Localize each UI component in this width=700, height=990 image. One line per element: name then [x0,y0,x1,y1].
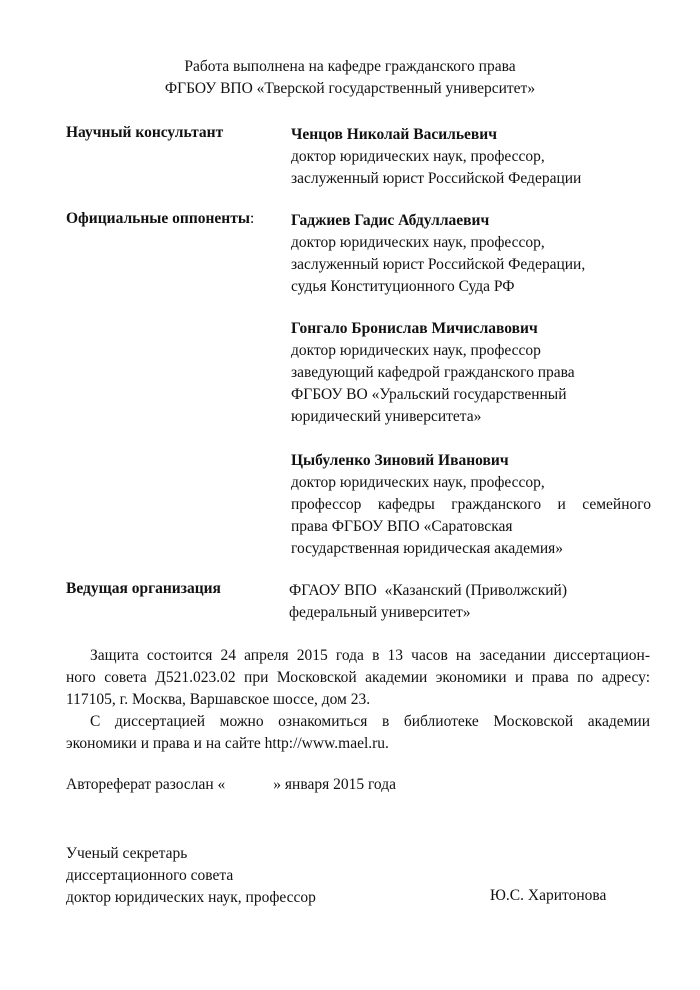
opponent-3-line-4: государственная юридическая академия» [291,540,564,557]
opponents-label-text: Официальные оппоненты [66,210,250,227]
header-line-1: Работа выполнена на кафедре гражданского права [184,58,516,75]
opponent-2-line-4: юридический университета» [291,408,482,425]
header [0,56,700,100]
defense-line-1: Защита состоится 24 апреля 2015 года в 13 часов на заседании диссертацион- [90,647,650,664]
opponent-1-line-3: судья Конституционного Суда РФ [291,278,515,295]
secretary-line-3: доктор юридических наук, профессор [66,889,316,906]
opponent-1-line-1: доктор юридических наук, профессор, [291,234,545,251]
secretary-line-2: диссертационного совета [66,867,234,884]
consultant-line-2: заслуженный юрист Российской Федерации [291,170,582,187]
consultant-label-text: Научный консультант [66,124,224,141]
opponent-2-line-2: заведующий кафедрой гражданского права [291,364,575,381]
opponent-3-line-3: права ФГБОУ ВПО «Саратовская [291,518,513,535]
consultant-line-1: доктор юридических наук, профессор, [291,148,545,165]
secretary-line-1: Ученый секретарь [66,845,188,862]
sent-date-line [66,776,396,794]
opponent-1-line-2: заслуженный юрист Российской Федерации, [291,256,586,273]
opponents-label [66,210,254,228]
header-line-2: ФГБОУ ВПО «Тверской государственный университет» [164,80,536,97]
opponent-block-3 [291,450,651,560]
opponent-3-line-2: профессор кафедры гражданского и семейного [291,496,651,513]
sent-prefix: Автореферат разослан « [66,776,226,793]
consultant-label [66,124,223,142]
opponent-name-2: Гонгало Бронислав Мичиславович [291,320,538,337]
opponent-2-line-3: ФГБОУ ВО «Уральский государственный [291,386,567,403]
opponent-block-2 [291,318,651,428]
opponent-3-line-1: доктор юридических наук, профессор, [291,474,545,491]
consultant-name: Ченцов Николай Васильевич [291,126,497,143]
library-line-2: экономики и права и на сайте http://www.mael.ru. [66,735,389,752]
lead-org-label [66,580,221,598]
secretary-block [66,843,316,909]
library-paragraph [66,711,650,755]
defense-line-3: 117105, г. Москва, Варшавское шоссе, дом 23. [66,691,371,708]
opponents-label-colon: : [249,210,255,227]
defense-paragraph [66,645,650,711]
secretary-name: Ю.С. Харитонова [490,887,607,904]
opponent-name-1: Гаджиев Гадис Абдуллаевич [291,212,490,229]
sent-suffix: » января 2015 года [273,776,396,793]
lead-org-block [289,580,649,624]
lead-org-line-1: ФГАОУ ВПО «Казанский (Приволжский) [289,582,568,599]
lead-org-line-2: федеральный университет» [289,604,471,621]
opponent-block-1 [291,210,651,298]
library-line-1: С диссертацией можно ознакомиться в библиотеке Московской академии [90,713,650,730]
opponent-2-line-1: доктор юридических наук, профессор [291,342,541,359]
consultant-block [291,124,651,190]
defense-line-2: ного совета Д521.023.02 при Московской академии экономики и права по адресу: [66,669,650,686]
opponent-name-3: Цыбуленко Зиновий Иванович [291,452,509,469]
lead-org-label-text: Ведущая организация [66,580,221,597]
